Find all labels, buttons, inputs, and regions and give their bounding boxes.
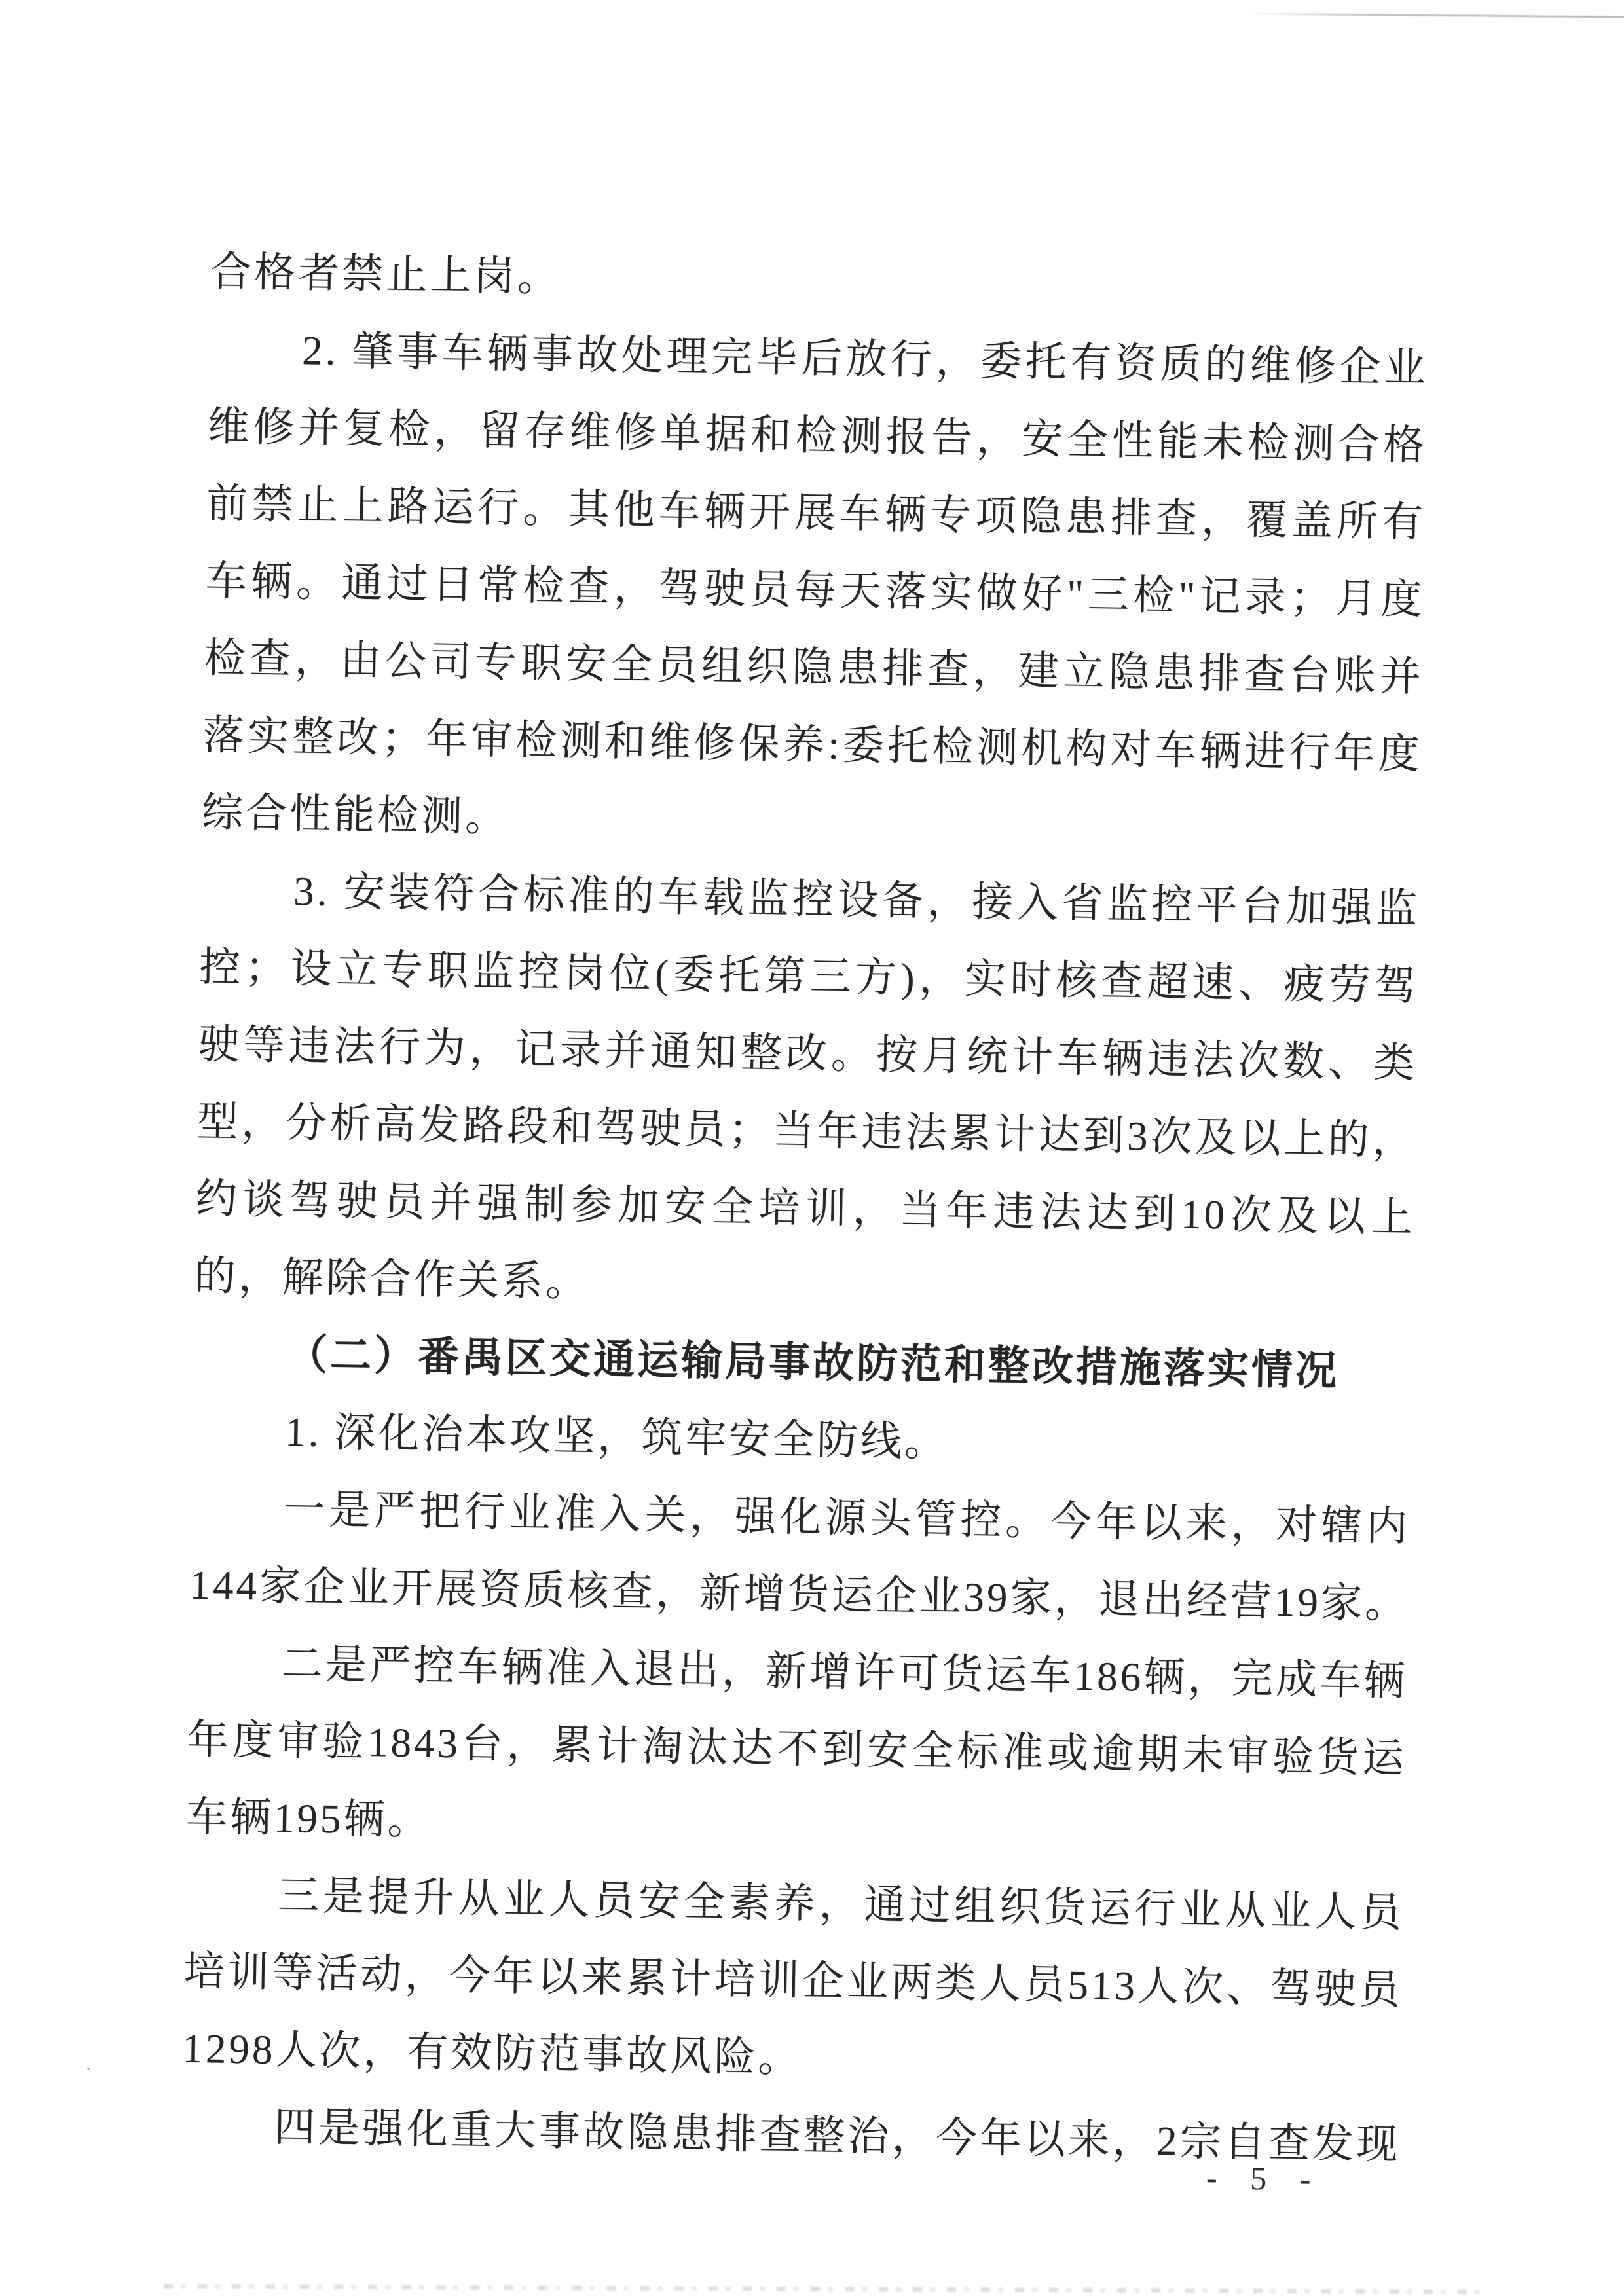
text-line: 驶等违法行为，记录并通知整改。按月统计车辆违法次数、类	[197, 1021, 1418, 1087]
text-line: 四是强化重大事故隐患排查整治，今年以来，2宗自查发现	[274, 2104, 1401, 2168]
scanner-streak-artifact	[1244, 12, 1624, 18]
document-text-block	[181, 233, 1430, 2183]
text-line: 控；设立专职监控岗位(委托第三方)，实时核查超速、疲劳驾	[198, 943, 1419, 1010]
text-line: 维修并复检，留存维修单据和检测报告，安全性能未检测合格	[207, 403, 1428, 469]
text-line: 1. 深化治本攻坚，筑牢安全防线。	[284, 1409, 949, 1465]
text-line: 落实整改；年审检测和维修保养:委托检测机构对车辆进行年度	[202, 712, 1423, 778]
text-line: 3. 安装符合标准的车载监控设备，接入省监控平台加强监	[293, 868, 1420, 932]
text-line: 车辆195辆。	[185, 1793, 432, 1844]
text-line: 合格者禁止上岗。	[210, 248, 562, 301]
text-line: 检查，由公司专职安全员组织隐患排查，建立隐患排查台账并	[204, 634, 1424, 701]
text-line: 144家企业开展资质核查，新增货运企业39家，退出经营19家。	[189, 1561, 1409, 1627]
text-line: 三是提升从业人员安全素养，通过组织货运行业从业人员	[277, 1872, 1405, 1936]
text-line: 一是严把行业准入关，强化源头管控。今年以来，对辖内	[283, 1485, 1411, 1550]
text-line: 年度审验1843台，累计淘汰达不到安全标准或逾期未审验货运	[187, 1716, 1407, 1781]
page-bottom-bleed-artifact	[164, 2284, 1486, 2295]
text-line: 型，分析高发路段和驾驶员；当年违法累计达到3次及以上的，	[196, 1098, 1417, 1164]
text-line: 车辆。通过日常检查，驾驶员每天落实做好"三检"记录；月度	[205, 557, 1425, 623]
scan-speck-artifact	[87, 2068, 90, 2070]
text-line: 1298人次，有效防范事故风险。	[181, 2025, 802, 2081]
section-heading-2: （二）番禺区交通运输局事故防范和整改措施落实情况	[286, 1332, 1340, 1394]
text-line: 2. 肇事车辆事故处理完毕后放行，委托有资质的维修企业	[301, 327, 1429, 392]
text-line: 前禁止上路运行。其他车辆开展车辆专项隐患排查，覆盖所有	[206, 480, 1426, 546]
text-line: 培训等活动，今年以来累计培训企业两类人员513人次、驾驶员	[183, 1948, 1403, 2013]
page-number: - 5 -	[1206, 2159, 1320, 2198]
text-line: 二是严控车辆准入退出，新增许可货运车186辆，完成车辆	[281, 1640, 1409, 1704]
text-line: 的，解除合作关系。	[194, 1252, 590, 1305]
text-line: 综合性能检测。	[201, 789, 509, 841]
text-line: 约谈驾驶员并强制参加安全培训，当年违法达到10次及以上	[195, 1175, 1416, 1241]
